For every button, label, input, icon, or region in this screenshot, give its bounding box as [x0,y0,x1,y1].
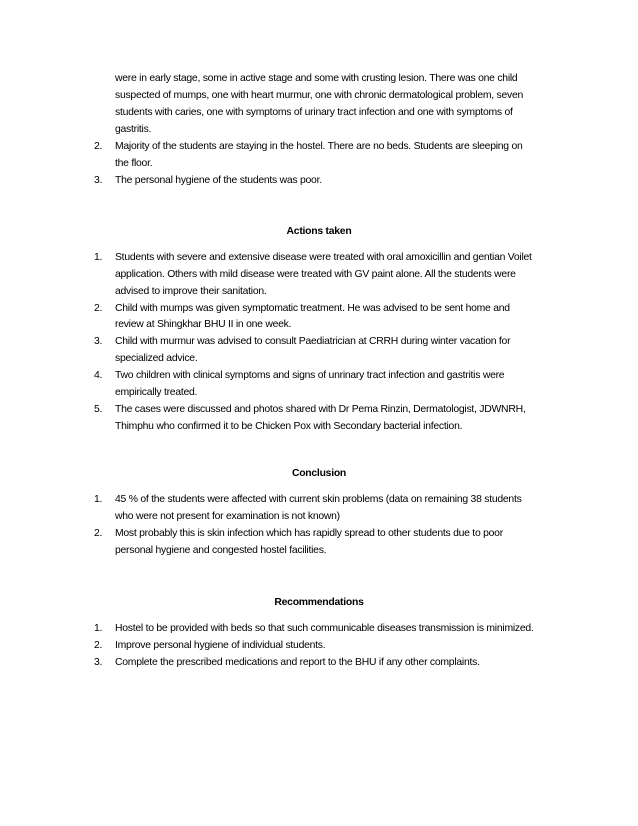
list-number: 2. [94,141,103,152]
list-item-line: Child with mumps was given symptomatic treatment. He was advised to be sent home and [115,303,510,314]
intro-line: suspected of mumps, one with heart murmur, one with chronic dermatological problem, seven [115,90,524,101]
list-number: 5. [94,404,103,415]
list-item-line: Hostel to be provided with beds so that such communicable diseases transmission is minimized. [115,623,534,634]
list-item-line: Child with murmur was advised to consult Paediatrician at CRRH during winter vacation for [115,336,511,347]
list-item-line: review at Shingkhar BHU II in one week. [115,319,292,330]
list-number: 1. [94,252,103,263]
list-item-line: Thimphu who confirmed it to be Chicken Pox with Secondary bacterial infection. [115,421,463,432]
list-item-line: 45 % of the students were affected with current skin problems (data on remaining 38 students [115,494,522,505]
list-item-line: Majority of the students are staying in the hostel. There are no beds. Students are sleeping on [115,141,523,152]
section-heading-recommendations: Recommendations [274,597,364,608]
list-item-line: personal hygiene and congested hostel facilities. [115,545,327,556]
list-number: 2. [94,640,103,651]
list-number: 1. [94,623,103,634]
list-number: 3. [94,336,103,347]
list-item-line: The personal hygiene of the students was poor. [115,175,322,186]
list-number: 2. [94,528,103,539]
list-item-line: empirically treated. [115,387,198,398]
intro-line: students with caries, one with symptoms of urinary tract infection and one with symptoms of [115,107,513,118]
intro-line: were in early stage, some in active stage and some with crusting lesion. There was one child [115,73,518,84]
list-item-line: Students with severe and extensive disease were treated with oral amoxicillin and gentian Voilet [115,252,532,263]
intro-line: gastritis. [115,124,152,135]
list-item-line: who were not present for examination is not known) [115,511,340,522]
list-item-line: Improve personal hygiene of individual students. [115,640,326,651]
section-heading-conclusion: Conclusion [291,468,347,479]
list-number: 2. [94,303,103,314]
list-item-line: Most probably this is skin infection which has rapidly spread to other students due to poor [115,528,503,539]
section-heading-actions: Actions taken [286,226,352,237]
list-number: 3. [94,175,103,186]
list-item-line: application. Others with mild disease were treated with GV paint alone. All the students were [115,269,516,280]
list-item-line: specialized advice. [115,353,198,364]
list-item-line: advised to improve their sanitation. [115,286,267,297]
list-item-line: the floor. [115,158,153,169]
list-item-line: Complete the prescribed medications and report to the BHU if any other complaints. [115,657,480,668]
list-number: 1. [94,494,103,505]
list-number: 4. [94,370,103,381]
list-item-line: The cases were discussed and photos shared with Dr Pema Rinzin, Dermatologist, JDWNRH, [115,404,526,415]
list-number: 3. [94,657,103,668]
list-item-line: Two children with clinical symptoms and signs of unrinary tract infection and gastritis were [115,370,505,381]
